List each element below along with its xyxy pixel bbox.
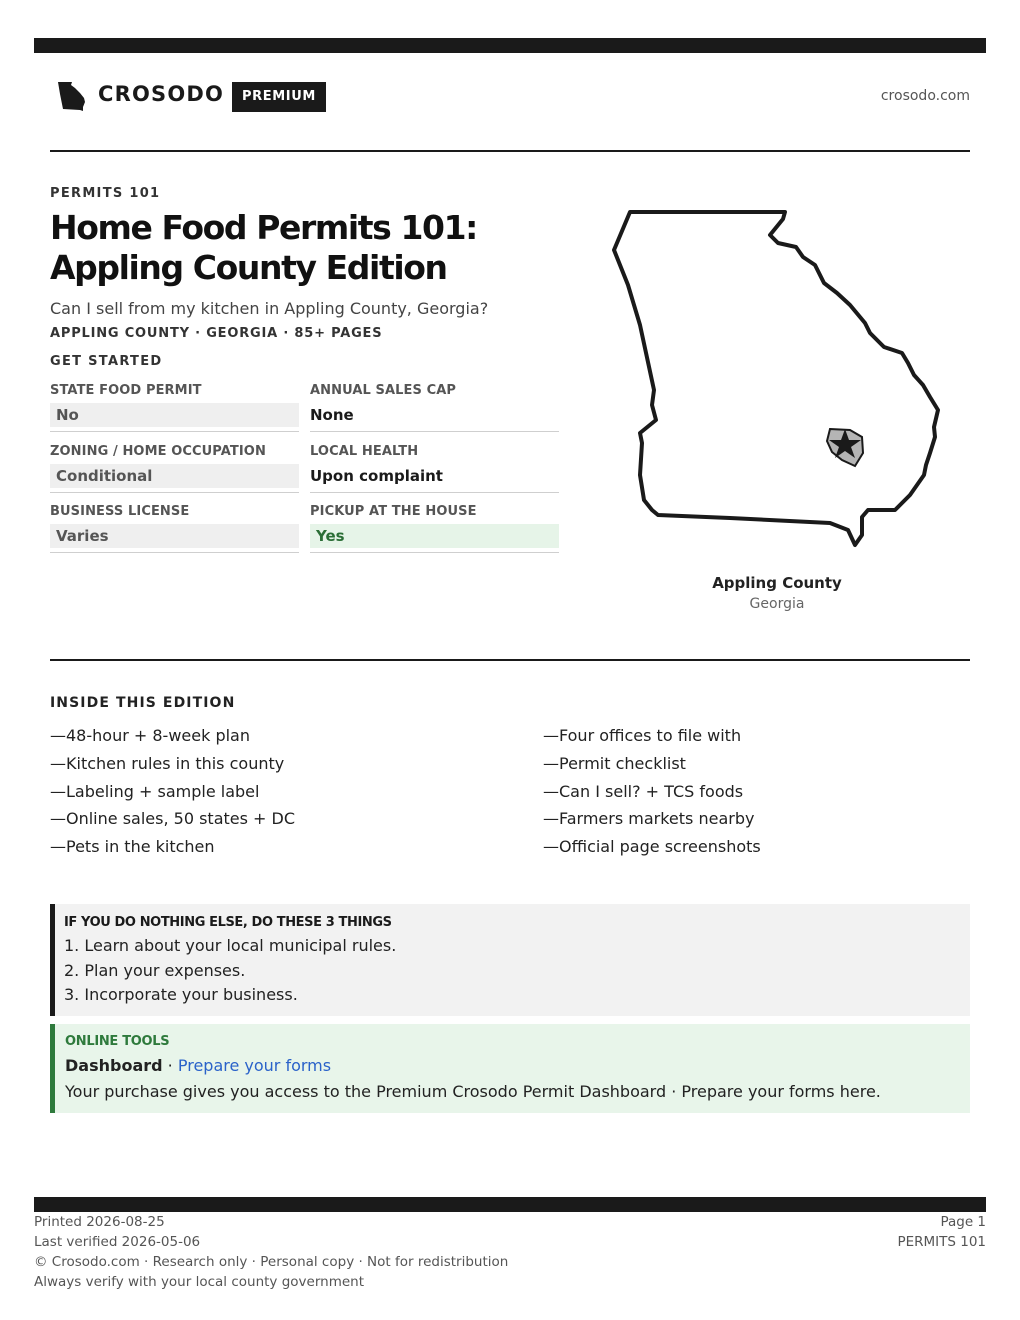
footer-section: PERMITS 101 — [897, 1234, 986, 1250]
tools-separator: · — [162, 1056, 178, 1075]
fact-state-food-permit — [50, 382, 299, 432]
fact-business-license — [50, 503, 299, 553]
fact-value: Upon complaint — [310, 467, 443, 485]
bottom-bar — [34, 1197, 986, 1212]
page-title: Home Food Permits 101: Appling County Edition — [50, 208, 477, 287]
top-bar — [34, 38, 986, 53]
fact-pickup — [310, 503, 559, 553]
printed-date: Printed 2026-08-25 — [34, 1214, 165, 1230]
map-county-label: Appling County — [712, 574, 842, 592]
callout-title: IF YOU DO NOTHING ELSE, DO THESE 3 THINGS — [64, 915, 392, 930]
page-number: Page 1 — [940, 1214, 986, 1230]
footer-left — [34, 1212, 508, 1292]
fact-zoning — [50, 443, 299, 493]
dashboard-label: Dashboard — [65, 1056, 163, 1075]
toc-item: —48-hour + 8-week plan — [50, 726, 250, 745]
toc-item: —Permit checklist — [543, 753, 686, 773]
tools-links-line — [65, 1053, 970, 1079]
page-subtitle: Can I sell from my kitchen in Appling County, Georgia? — [50, 299, 489, 318]
fact-label: ANNUAL SALES CAP — [310, 383, 457, 398]
verify-note: Always verify with your local county government — [34, 1274, 364, 1290]
state-map — [600, 205, 950, 560]
todo-item: 2. Plan your expenses. — [64, 960, 246, 980]
inside-heading: INSIDE THIS EDITION — [50, 695, 236, 711]
header-divider — [50, 150, 970, 152]
toc-left-column — [50, 722, 295, 861]
three-things-callout — [50, 904, 970, 1016]
toc-item: —Kitchen rules in this county — [50, 753, 285, 773]
get-started-heading: GET STARTED — [50, 354, 163, 369]
section-kicker: PERMITS 101 — [50, 186, 161, 201]
header — [50, 76, 970, 120]
fact-label: LOCAL HEALTH — [310, 444, 419, 459]
fact-label: PICKUP AT THE HOUSE — [310, 504, 477, 519]
toc-item: —Labeling + sample label — [50, 781, 260, 801]
fact-label: BUSINESS LICENSE — [50, 504, 190, 519]
toc-right-column — [543, 722, 761, 861]
fact-value: None — [310, 406, 354, 424]
tools-title: ONLINE TOOLS — [65, 1034, 170, 1049]
prepare-forms-link[interactable]: Prepare your forms — [177, 1056, 332, 1075]
fact-label: STATE FOOD PERMIT — [50, 383, 202, 398]
toc-item: —Official page screenshots — [543, 837, 761, 857]
fact-value: Conditional — [50, 464, 299, 488]
toc-item: —Can I sell? + TCS foods — [543, 781, 744, 801]
toc-item: —Online sales, 50 states + DC — [50, 809, 296, 829]
fact-local-health — [310, 443, 559, 493]
toc-item: —Four offices to file with — [543, 726, 742, 745]
edition-meta: APPLING COUNTY · GEORGIA · 85+ PAGES — [50, 326, 383, 341]
toc-item: —Farmers markets nearby — [543, 809, 755, 829]
toc-item: —Pets in the kitchen — [50, 837, 215, 857]
fact-annual-sales-cap — [310, 382, 559, 432]
map-state-label: Georgia — [749, 596, 805, 612]
online-tools-callout — [50, 1024, 970, 1113]
georgia-outline — [614, 212, 938, 545]
todo-item: 3. Incorporate your business. — [64, 985, 298, 1004]
tools-description: Your purchase gives you access to the Premium Crosodo Permit Dashboard · Prepare your forms here. — [65, 1082, 881, 1101]
fact-label: ZONING / HOME OCCUPATION — [50, 444, 266, 459]
todo-item: 1. Learn about your local municipal rules. — [64, 936, 397, 955]
premium-badge: PREMIUM — [232, 82, 326, 112]
brand-name[interactable]: CROSODO — [98, 82, 225, 106]
fact-value: Varies — [50, 524, 299, 548]
fact-value: Yes — [310, 524, 559, 548]
section-divider — [50, 659, 970, 661]
fact-value: No — [50, 403, 299, 427]
copyright-notice: © Crosodo.com · Research only · Personal copy · Not for redistribution — [34, 1254, 509, 1270]
verified-date: Last verified 2026-05-06 — [34, 1234, 201, 1250]
georgia-logo-icon — [54, 80, 88, 114]
site-url[interactable]: crosodo.com — [880, 88, 970, 104]
georgia-outline-map — [600, 205, 950, 560]
footer-right — [897, 1212, 986, 1252]
